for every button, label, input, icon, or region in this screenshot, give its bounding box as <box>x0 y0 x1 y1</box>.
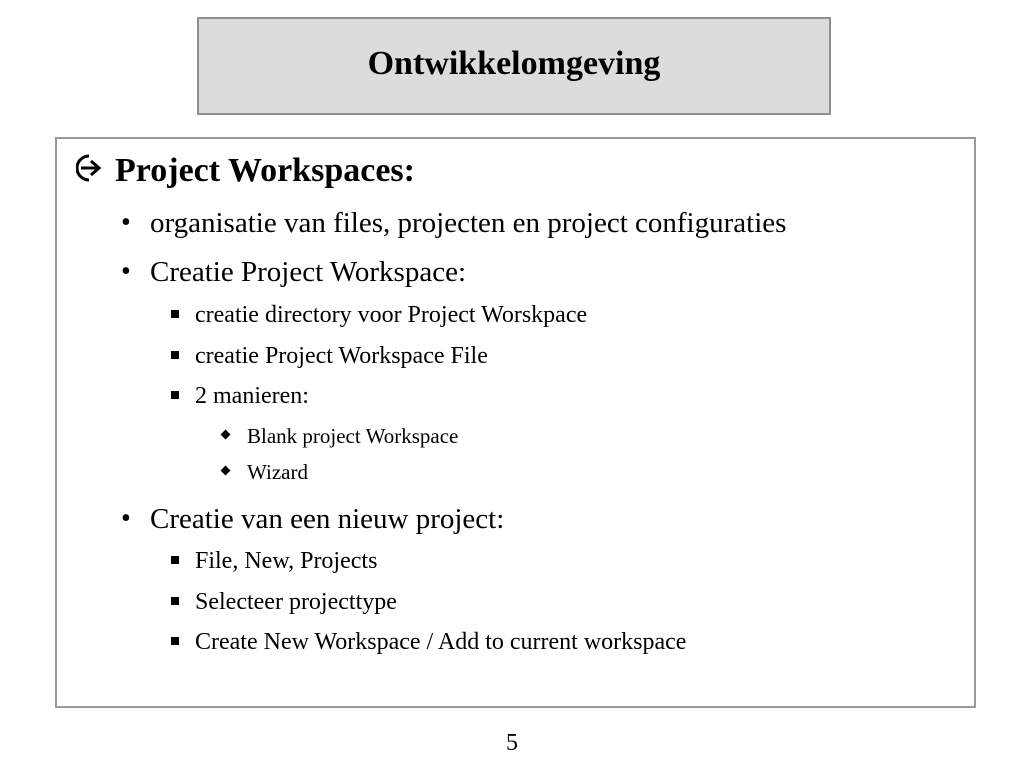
slide-title: Ontwikkelomgeving <box>367 45 661 82</box>
list-item-text: Creatie van een nieuw project: <box>150 503 505 535</box>
dot-bullet-icon: • <box>121 256 131 287</box>
dot-bullet-icon: • <box>121 207 131 238</box>
list-item-text: creatie Project Workspace File <box>195 343 488 369</box>
list-item-text: 2 manieren: <box>195 383 309 409</box>
circled-arrow-right-icon <box>76 153 102 183</box>
list-item-text: creatie directory voor Project Worskpace <box>195 302 588 328</box>
square-bullet-icon <box>171 310 179 318</box>
list-item-text: Create New Workspace / Add to current workspace <box>195 629 687 655</box>
square-bullet-icon <box>171 597 179 605</box>
list-item-text: Blank project Workspace <box>247 424 459 448</box>
list-item-text: Selecteer projecttype <box>195 589 397 615</box>
square-bullet-icon <box>171 351 179 359</box>
page-number: 5 <box>506 730 518 756</box>
title-box <box>197 17 831 115</box>
square-bullet-icon <box>171 391 179 399</box>
section-heading: Project Workspaces: <box>115 152 415 189</box>
list-item-text: Wizard <box>247 460 308 484</box>
dot-bullet-icon: • <box>121 503 131 534</box>
list-item-text: File, New, Projects <box>195 548 378 574</box>
square-bullet-icon <box>171 637 179 645</box>
list-item-text: Creatie Project Workspace: <box>150 256 467 288</box>
list-item-text: organisatie van files, projecten en project configuraties <box>150 207 787 239</box>
square-bullet-icon <box>171 556 179 564</box>
